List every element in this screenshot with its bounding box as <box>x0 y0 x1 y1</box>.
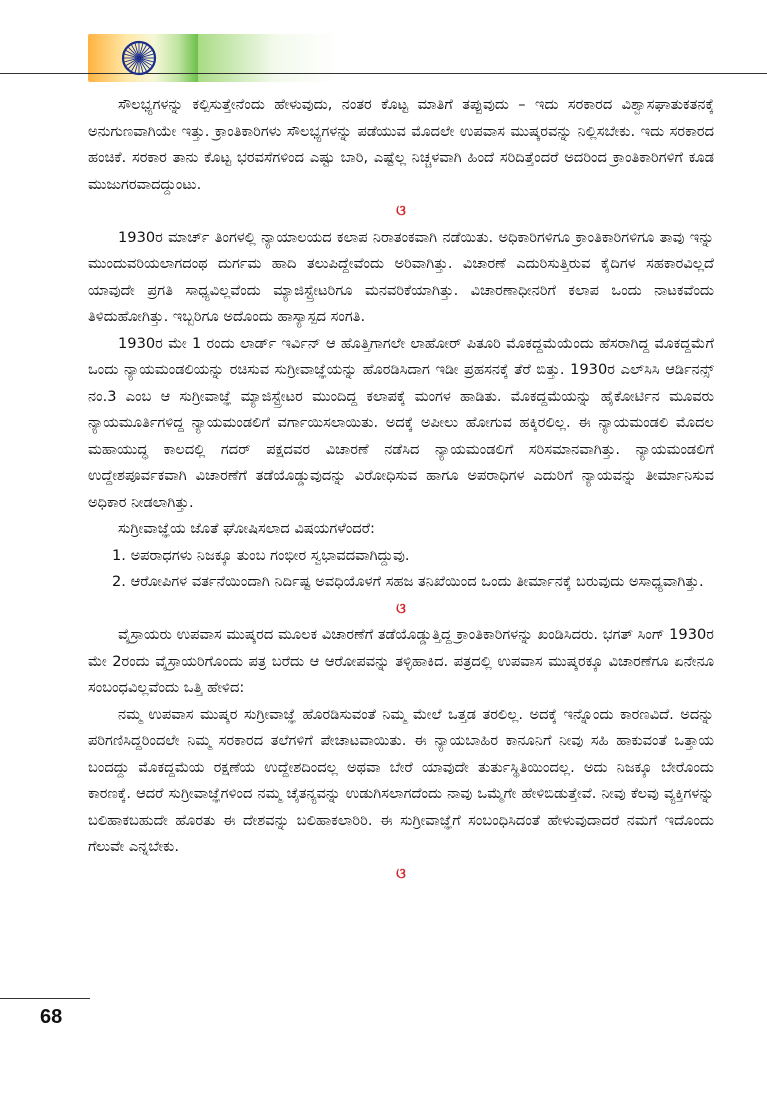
footer-rule <box>0 998 90 999</box>
section-separator-3: ଓ <box>396 865 406 882</box>
paragraph-4: ಸುಗ್ರೀವಾಜ್ಞೆಯ ಜೊತೆ ಘೋಷಿಸಲಾದ ವಿಷಯಗಳೆಂದರೆ: <box>118 520 375 537</box>
list-item-2: 2. ಆರೋಪಿಗಳ ವರ್ತನೆಯಿಂದಾಗಿ ನಿರ್ದಿಷ್ಟ ಅವಧಿಯೊಳಗೆ ಸಹಜ ತನಿಖೆಯಿಂದ ಒಂದು ತೀರ್ಮಾನಕ್ಕೆ ಬರುವುದು ಅಸಾಧ್ಯವಾಗಿತ್ತು. <box>112 573 704 590</box>
ashoka-chakra-icon <box>121 40 157 76</box>
paragraph-1: ಸೌಲಭ್ಯಗಳನ್ನು ಕಲ್ಪಿಸುತ್ತೇನೆಂದು ಹೇಳುವುದು, ನಂತರ ಕೊಟ್ಟ ಮಾತಿಗೆ ತಪ್ಪುವುದು – ಇದು ಸರಕಾರದ ವಿಶ್ವಾಸಘಾತುಕತನಕ್ಕೆ ಅನುಗುಣವಾಗಿಯೇ ಇತ್ತು. ಕ್ರಾಂತಿಕಾರಿಗಳು ಸೌಲಭ್ಯಗಳನ್ನು ಪಡೆಯುವ ಮೊದಲೇ ಉಪವಾಸ ಮುಷ್ಕರವನ್ನು ನಿಲ್ಲಿಸಬೇಕು. ಇದು ಸರಕಾರದ ಹಂಚಿಕೆ. ಸರಕಾರ ತಾನು ಕೊಟ್ಟ ಭರವಸೆಗಳಿಂದ ಎಷ್ಟು ಬಾರಿ, ಎಷ್ಟೆಲ್ಲ ನಿಚ್ಚಳವಾಗಿ ಹಿಂದೆ ಸರಿದಿತ್ತೆಂದರೆ ಅದರಿಂದ ಕ್ರಾಂತಿಕಾರಿಗಳಿಗೆ ಕೂಡ ಮುಜುಗರವಾದದ್ದುಂಟು. <box>88 96 714 193</box>
header-banner-fade <box>198 34 338 82</box>
paragraph-2: 1930ರ ಮಾರ್ಚ್ ತಿಂಗಳಲ್ಲಿ ನ್ಯಾಯಾಲಯದ ಕಲಾಪ ನಿರಾತಂಕವಾಗಿ ನಡೆಯಿತು. ಅಧಿಕಾರಿಗಳಿಗೂ ಕ್ರಾಂತಿಕಾರಿಗಳಿಗೂ ತಾವು ಇನ್ನು ಮುಂದುವರಿಯಲಾಗದಂಥ ದುರ್ಗಮ ಹಾದಿ ತಲುಪಿದ್ದೇವೆಂದು ಅರಿವಾಗಿತ್ತು. ವಿಚಾರಣೆ ಎದುರಿಸುತ್ತಿರುವ ಕೈದಿಗಳ ಸಹಕಾರವಿಲ್ಲದೆ ಯಾವುದೇ ಪ್ರಗತಿ ಸಾಧ್ಯವಿಲ್ಲವೆಂದು ಮ್ಯಾಜಿಸ್ಟ್ರೇಟರಿಗೂ ಮನವರಿಕೆಯಾಗಿತ್ತು. ವಿಚಾರಣಾಧೀನರಿಗೆ ಕಲಾಪ ಒಂದು ನಾಟಕವೆಂದು ತಿಳಿದುಹೋಗಿತ್ತು. ಇಬ್ಬರಿಗೂ ಅದೊಂದು ಹಾಸ್ಯಾಸ್ಪದ ಸಂಗತಿ. <box>88 228 714 325</box>
page-number: 68 <box>40 1006 63 1028</box>
paragraph-6: ನಮ್ಮ ಉಪವಾಸ ಮುಷ್ಕರ ಸುಗ್ರೀವಾಜ್ಞೆ ಹೊರಡಿಸುವಂತೆ ನಿಮ್ಮ ಮೇಲೆ ಒತ್ತಡ ತರಲಿಲ್ಲ. ಅದಕ್ಕೆ ಇನ್ನೊಂದು ಕಾರಣವಿದೆ. ಅದನ್ನು ಪರಿಗಣಿಸಿದ್ದರಿಂದಲೇ ನಿಮ್ಮ ಸರಕಾರದ ತಲೆಗಳಿಗೆ ಪೇಚಾಟವಾಯಿತು. ಈ ನ್ಯಾಯಬಾಹಿರ ಕಾನೂನಿಗೆ ನೀವು ಸಹಿ ಹಾಕುವಂತೆ ಒತ್ತಾಯ ಬಂದದ್ದು ಮೊಕದ್ದಮೆಯ ರಕ್ಷಣೆಯ ಉದ್ದೇಶದಿಂದಲ್ಲ ಅಥವಾ ಬೇರೆ ಯಾವುದೇ ತುರ್ತುಸ್ಥಿತಿಯಿಂದಲ್ಲ. ಅದು ನಿಜಕ್ಕೂ ಬೇರೊಂದು ಕಾರಣಕ್ಕೆ. ಆದರೆ ಸುಗ್ರೀವಾಜ್ಞೆಗಳಿಂದ ನಮ್ಮ ಚೈತನ್ಯವನ್ನು ಉಡುಗಿಸಲಾಗದೆಂದು ನಾವು ಒಮ್ಮೆಗೇ ಹೇಳಿಬಿಡುತ್ತೇವೆ. ನೀವು ಕೆಲವು ವ್ಯಕ್ತಿಗಳನ್ನು ಬಲಿಹಾಕಬಹುದೇ ಹೊರತು ಈ ದೇಶವನ್ನು ಬಲಿಹಾಕಲಾರಿರಿ. ಈ ಸುಗ್ರೀವಾಜ್ಞೆಗೆ ಸಂಬಂಧಿಸಿದಂತೆ ಹೇಳುವುದಾದರೆ ನಮಗೆ ಇದೊಂದು ಗೆಲುವೇ ಎನ್ನಬೇಕು. <box>88 705 714 855</box>
section-separator-1: ଓ <box>396 203 406 219</box>
paragraph-3: 1930ರ ಮೇ 1 ರಂದು ಲಾರ್ಡ್ ಇರ್ವಿನ್ ಆ ಹೊತ್ತಿಗಾಗಲೇ ಲಾಹೋರ್ ಪಿತೂರಿ ಮೊಕದ್ದಮೆಯೆಂದು ಹೆಸರಾಗಿದ್ದ ಮೊಕದ್ದಮೆಗೆ ಒಂದು ನ್ಯಾಯಮಂಡಲಿಯನ್ನು ರಚಿಸುವ ಸುಗ್ರೀವಾಜ್ಞೆಯನ್ನು ಹೊರಡಿಸಿದಾಗ ಇಡೀ ಪ್ರಹಸನಕ್ಕೆ ತೆರೆ ಬಿತ್ತು. 1930ರ ಎಲ್‌ಸಿಸಿ ಆರ್ಡಿನನ್ಸ್ ನಂ.3 ಎಂಬ ಆ ಸುಗ್ರೀವಾಜ್ಞೆ ಮ್ಯಾಜಿಸ್ಟ್ರೇಟರ ಮುಂದಿದ್ದ ಕಲಾಪಕ್ಕೆ ಮಂಗಳ ಹಾಡಿತು. ಮೊಕದ್ದಮೆಯನ್ನು ಹೈಕೋರ್ಟಿನ ಮೂವರು ನ್ಯಾಯಮೂರ್ತಿಗಳಿದ್ದ ನ್ಯಾಯಮಂಡಲಿಗೆ ವರ್ಗಾಯಿಸಲಾಯಿತು. ಅದಕ್ಕೆ ಅಪೀಲು ಹೋಗುವ ಹಕ್ಕಿರಲಿಲ್ಲ. ಈ ನ್ಯಾಯಮಂಡಲಿ ಮೊದಲ ಮಹಾಯುದ್ಧ ಕಾಲದಲ್ಲಿ ಗದರ್ ಪಕ್ಷದವರ ವಿಚಾರಣೆ ನಡೆಸಿದ ನ್ಯಾಯಮಂಡಲಿಗೆ ಸರಿಸಮಾನವಾಗಿತ್ತು. ನ್ಯಾಯಮಂಡಲಿಗೆ ಉದ್ದೇಶಪೂರ್ವಕವಾಗಿ ವಿಚಾರಣೆಗೆ ತಡೆಯೊಡ್ಡುವುದನ್ನು ವಿರೋಧಿಸುವ ಹಾಗೂ ಅಪರಾಧಿಗಳ ಎದುರಿಗೆ ನ್ಯಾಯವನ್ನು ತೀರ್ಮಾನಿಸುವ ಅಧಿಕಾರ ನೀಡಲಾಗಿತ್ತು. <box>88 334 714 511</box>
list-item-1: 1. ಅಪರಾಧಗಳು ನಿಜಕ್ಕೂ ತುಂಬ ಗಂಭೀರ ಸ್ವಭಾವದವಾಗಿದ್ದುವು. <box>112 546 410 564</box>
header-rule <box>0 73 767 74</box>
section-separator-2: ଓ <box>396 600 406 617</box>
paragraph-5: ವೈಸ್ರಾಯರು ಉಪವಾಸ ಮುಷ್ಕರದ ಮೂಲಕ ವಿಚಾರಣೆಗೆ ತಡೆಯೊಡ್ಡುತ್ತಿದ್ದ ಕ್ರಾಂತಿಕಾರಿಗಳನ್ನು ಖಂಡಿಸಿದರು. ಭಗತ್ ಸಿಂಗ್ 1930ರ ಮೇ 2ರಂದು ವೈಸ್ರಾಯರಿಗೊಂದು ಪತ್ರ ಬರೆದು ಆ ಆರೋಪವನ್ನು ತಳ್ಳಿಹಾಕಿದ. ಪತ್ರದಲ್ಲಿ ಉಪವಾಸ ಮುಷ್ಕರಕ್ಕೂ ವಿಚಾರಣೆಗೂ ಏನೇನೂ ಸಂಬಂಧವಿಲ್ಲವೆಂದು ಒತ್ತಿ ಹೇಳಿದ: <box>88 626 714 696</box>
page-body <box>88 92 714 887</box>
